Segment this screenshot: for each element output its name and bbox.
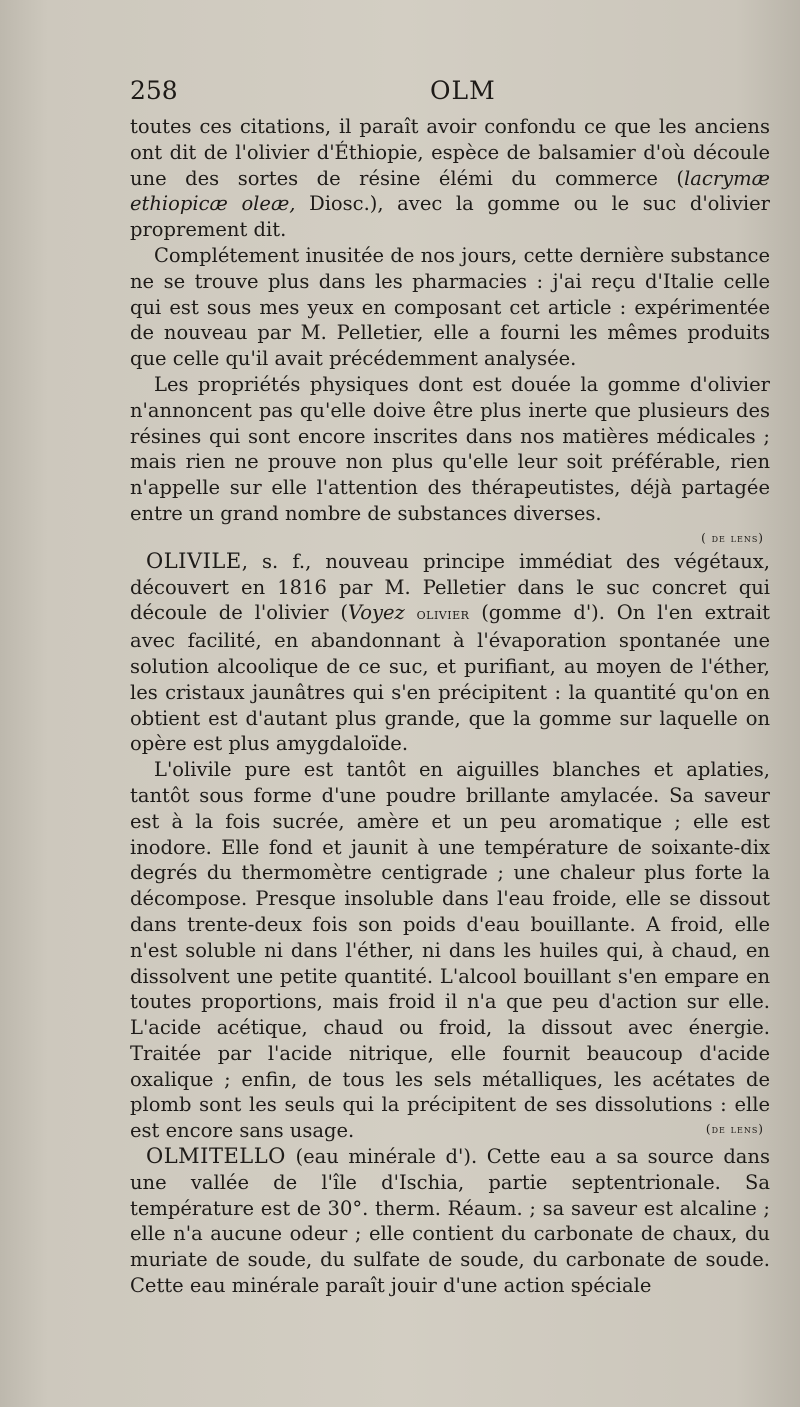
headword-olmitello: OLMITELLO [146,1144,286,1169]
body-text [130,114,770,1299]
author-signature-2: (de lens) [705,1122,764,1137]
entry-olivile: OLIVILE, s. f., nouveau principe immédiat des végétaux, découvert en 1816 par M. Pelletier dans le suc concret qui découle de l'olivier (Voyez olivier (gomme d'). On l'en extrait avec facilité, en abandonnant à l'évaporation spontanée une solution alcoolique de ce suc, et purifiant, au moyen de l'éther, les cristaux jaunâtres qui s'en précipitent : la quantité qu'on en obtient est d'autant plus grande, que la gomme sur laquelle on opère est plus amygdaloïde. [130,548,770,756]
page-header [130,76,770,110]
paragraph-olivile-properties: L'olivile pure est tantôt en aiguilles blanches et aplaties, tantôt sous forme d'une poudre brillante amylacée. Sa saveur est à la fois sucrée, amère et un peu aromatique ; elle est inodore. Elle fond et jaunit à une température de soixante-dix degrés du thermomètre centigrade ; une chaleur plus forte la décompose. Presque insoluble dans l'eau froide, elle se dissout dans trente-deux fois son poids d'eau bouillante. A froid, elle n'est soluble ni dans l'éther, ni dans les huiles qui, à chaud, en dissolvent une petite quantité. L'alcool bouillant s'en empare en toutes proportions, mais froid il n'a que peu d'action sur elle. L'acide acétique, chaud ou froid, la dissout avec énergie. Traitée par l'acide nitrique, elle fournit beaucoup d'acide oxalique ; enfin, de tous les sels métalliques, les acétates de plomb sont les seuls qui la précipitent de ses dissolutions : elle est encore sans usage. (de lens) [130,758,770,1143]
voyez-ref: Voyez [347,601,405,625]
entry-olmitello: OLMITELLO (eau minérale d'). Cette eau a sa source dans une vallée de l'île d'Ischia, partie septentrionale. Sa température est de 30°. therm. Réaum. ; sa saveur est alcaline ; elle n'a aucune odeur ; elle contient du carbonate de chaux, du muriate de soude, du sulfate de soude, du carbonate de soude. Cette eau minérale paraît jouir d'une action spéciale [130,1144,770,1298]
latin-term: lacrymæ ethiopicæ oleæ, [130,166,770,216]
paragraph-2: Complétement inusitée de nos jours, cette dernière substance ne se trouve plus dans les pharmacies : j'ai reçu d'Italie celle qui est sous mes yeux en composant cet article : expérimentée de nouveau par M. Pelletier, elle a fourni les mêmes produits que celle qu'il avait précédemment analysée. [130,243,770,371]
headword-olivile: OLIVILE [146,548,242,573]
running-head: OLM [430,76,496,105]
cross-reference: olivier [416,605,470,624]
paragraph-3: Les propriétés physiques dont est douée la gomme d'olivier n'annoncent pas qu'elle doive être plus inerte que plusieurs des résines qui sont encore inscrites dans nos matières médicales ; mais rien ne prouve non plus qu'elle leur soit préférable, rien n'appelle sur elle l'attention des thérapeutistes, déjà partagée entre un grand nombre de substances diverses. [130,372,770,525]
paragraph-1: toutes ces citations, il paraît avoir confondu ce que les anciens ont dit de l'olivier d'Éthiopie, espèce de balsamier d'où découle une des sortes de résine élémi du commerce (lacrymæ ethiopicæ oleæ, Diosc.), avec la gomme ou le suc d'olivier proprement dit. [130,115,771,242]
page-number: 258 [130,76,178,105]
author-signature: ( de lens) [701,530,764,545]
